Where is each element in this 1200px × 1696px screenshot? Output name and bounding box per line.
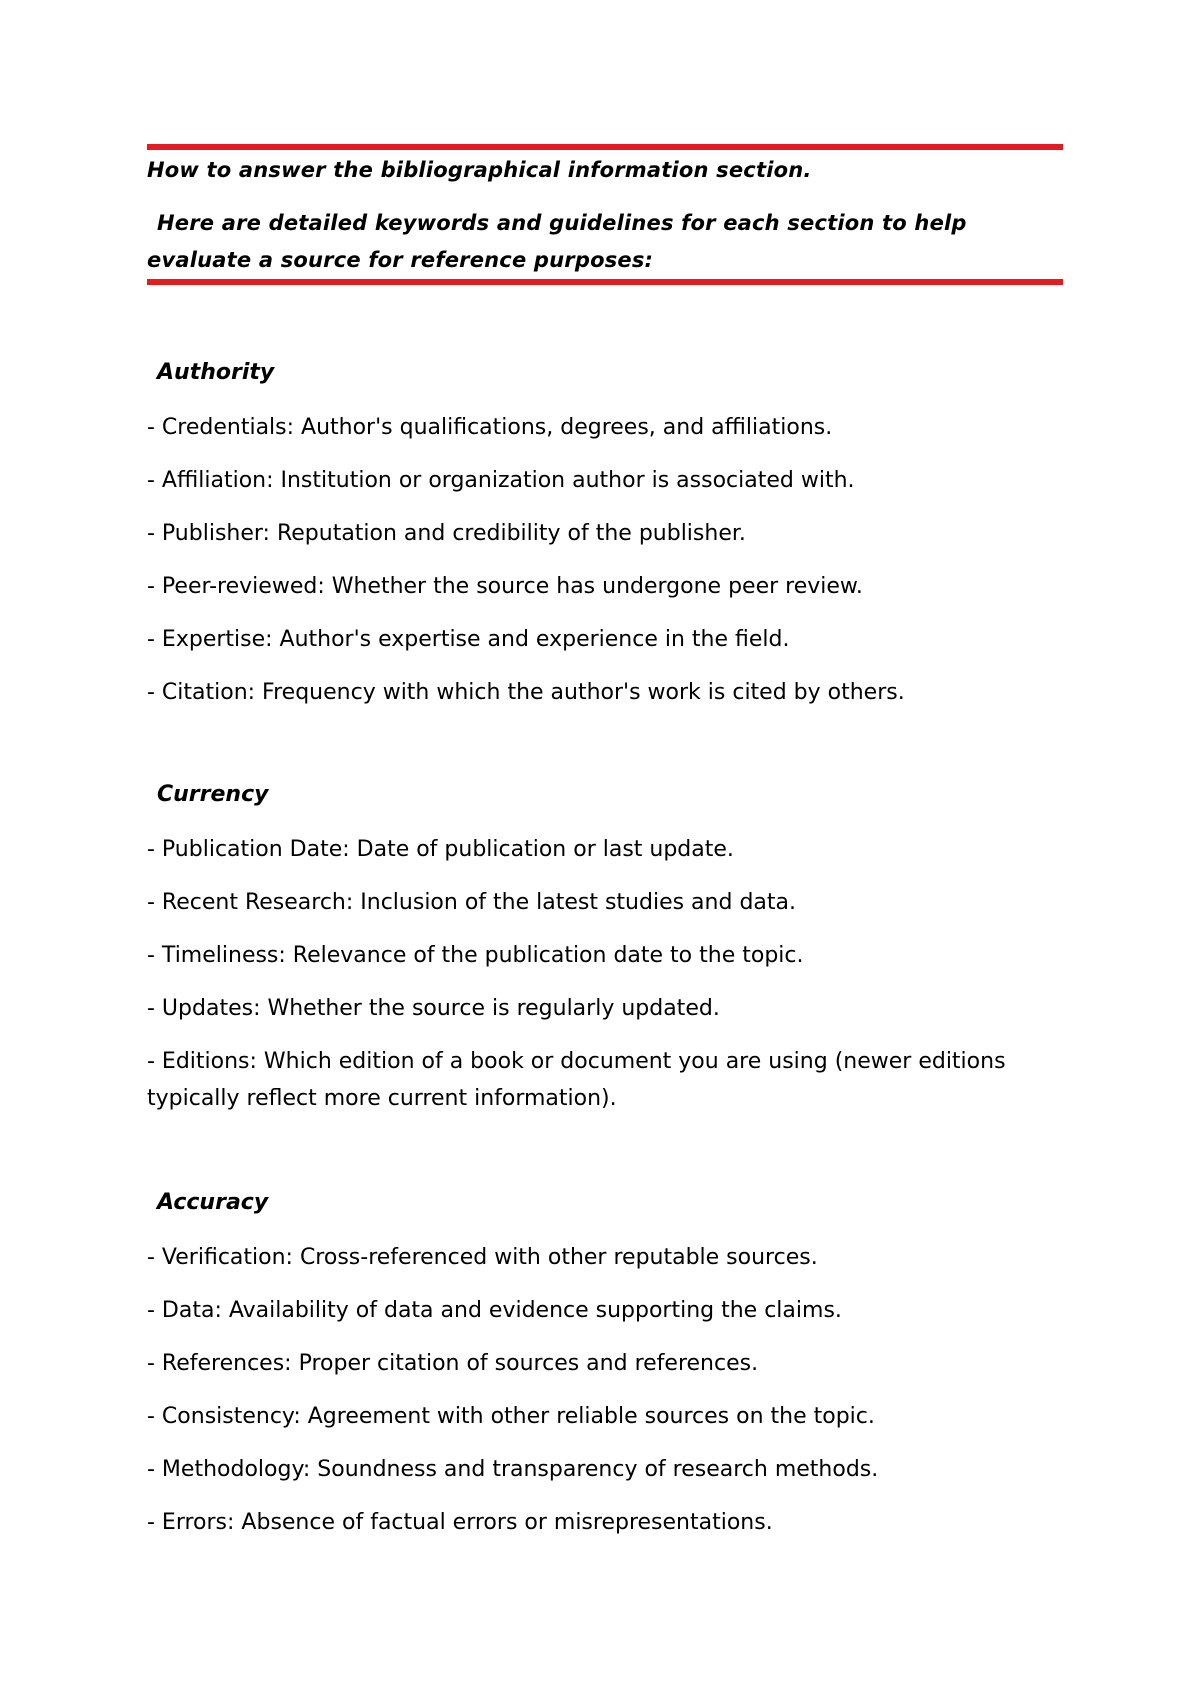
- list-item: - Methodology: Soundness and transparency of research methods.: [147, 1457, 879, 1482]
- header-intro-line-2: evaluate a source for reference purposes:: [147, 248, 654, 272]
- list-item: - Updates: Whether the source is regularly updated.: [147, 996, 720, 1021]
- list-item: - References: Proper citation of sources and references.: [147, 1351, 759, 1376]
- list-item: - Timeliness: Relevance of the publication date to the topic.: [147, 943, 804, 968]
- bottom-red-rule: [147, 279, 1063, 285]
- list-item: - Recent Research: Inclusion of the latest studies and data.: [147, 890, 796, 915]
- section-title-currency: Currency: [157, 782, 269, 807]
- header-title: How to answer the bibliographical information section.: [147, 158, 812, 182]
- list-item: - Peer-reviewed: Whether the source has undergone peer review.: [147, 574, 863, 599]
- list-item: - Editions: Which edition of a book or document you are using (newer editions typically reflect more current information).: [147, 1049, 1006, 1111]
- list-item: - Publication Date: Date of publication or last update.: [147, 837, 734, 862]
- list-item: - Errors: Absence of factual errors or misrepresentations.: [147, 1510, 773, 1535]
- list-item: - Consistency: Agreement with other reliable sources on the topic.: [147, 1404, 875, 1429]
- header-intro-line-1: Here are detailed keywords and guidelines for each section to help: [157, 211, 967, 235]
- list-item: - Citation: Frequency with which the author's work is cited by others.: [147, 680, 905, 705]
- top-red-rule: [147, 144, 1063, 150]
- section-title-authority: Authority: [157, 360, 275, 385]
- list-item: - Publisher: Reputation and credibility of the publisher.: [147, 521, 746, 546]
- list-item: - Expertise: Author's expertise and experience in the field.: [147, 627, 790, 652]
- section-title-accuracy: Accuracy: [157, 1190, 269, 1215]
- list-item: - Credentials: Author's qualifications, degrees, and affiliations.: [147, 415, 833, 440]
- list-item: - Data: Availability of data and evidence supporting the claims.: [147, 1298, 842, 1323]
- list-item: - Affiliation: Institution or organization author is associated with.: [147, 468, 855, 493]
- list-item: - Verification: Cross-referenced with other reputable sources.: [147, 1245, 818, 1270]
